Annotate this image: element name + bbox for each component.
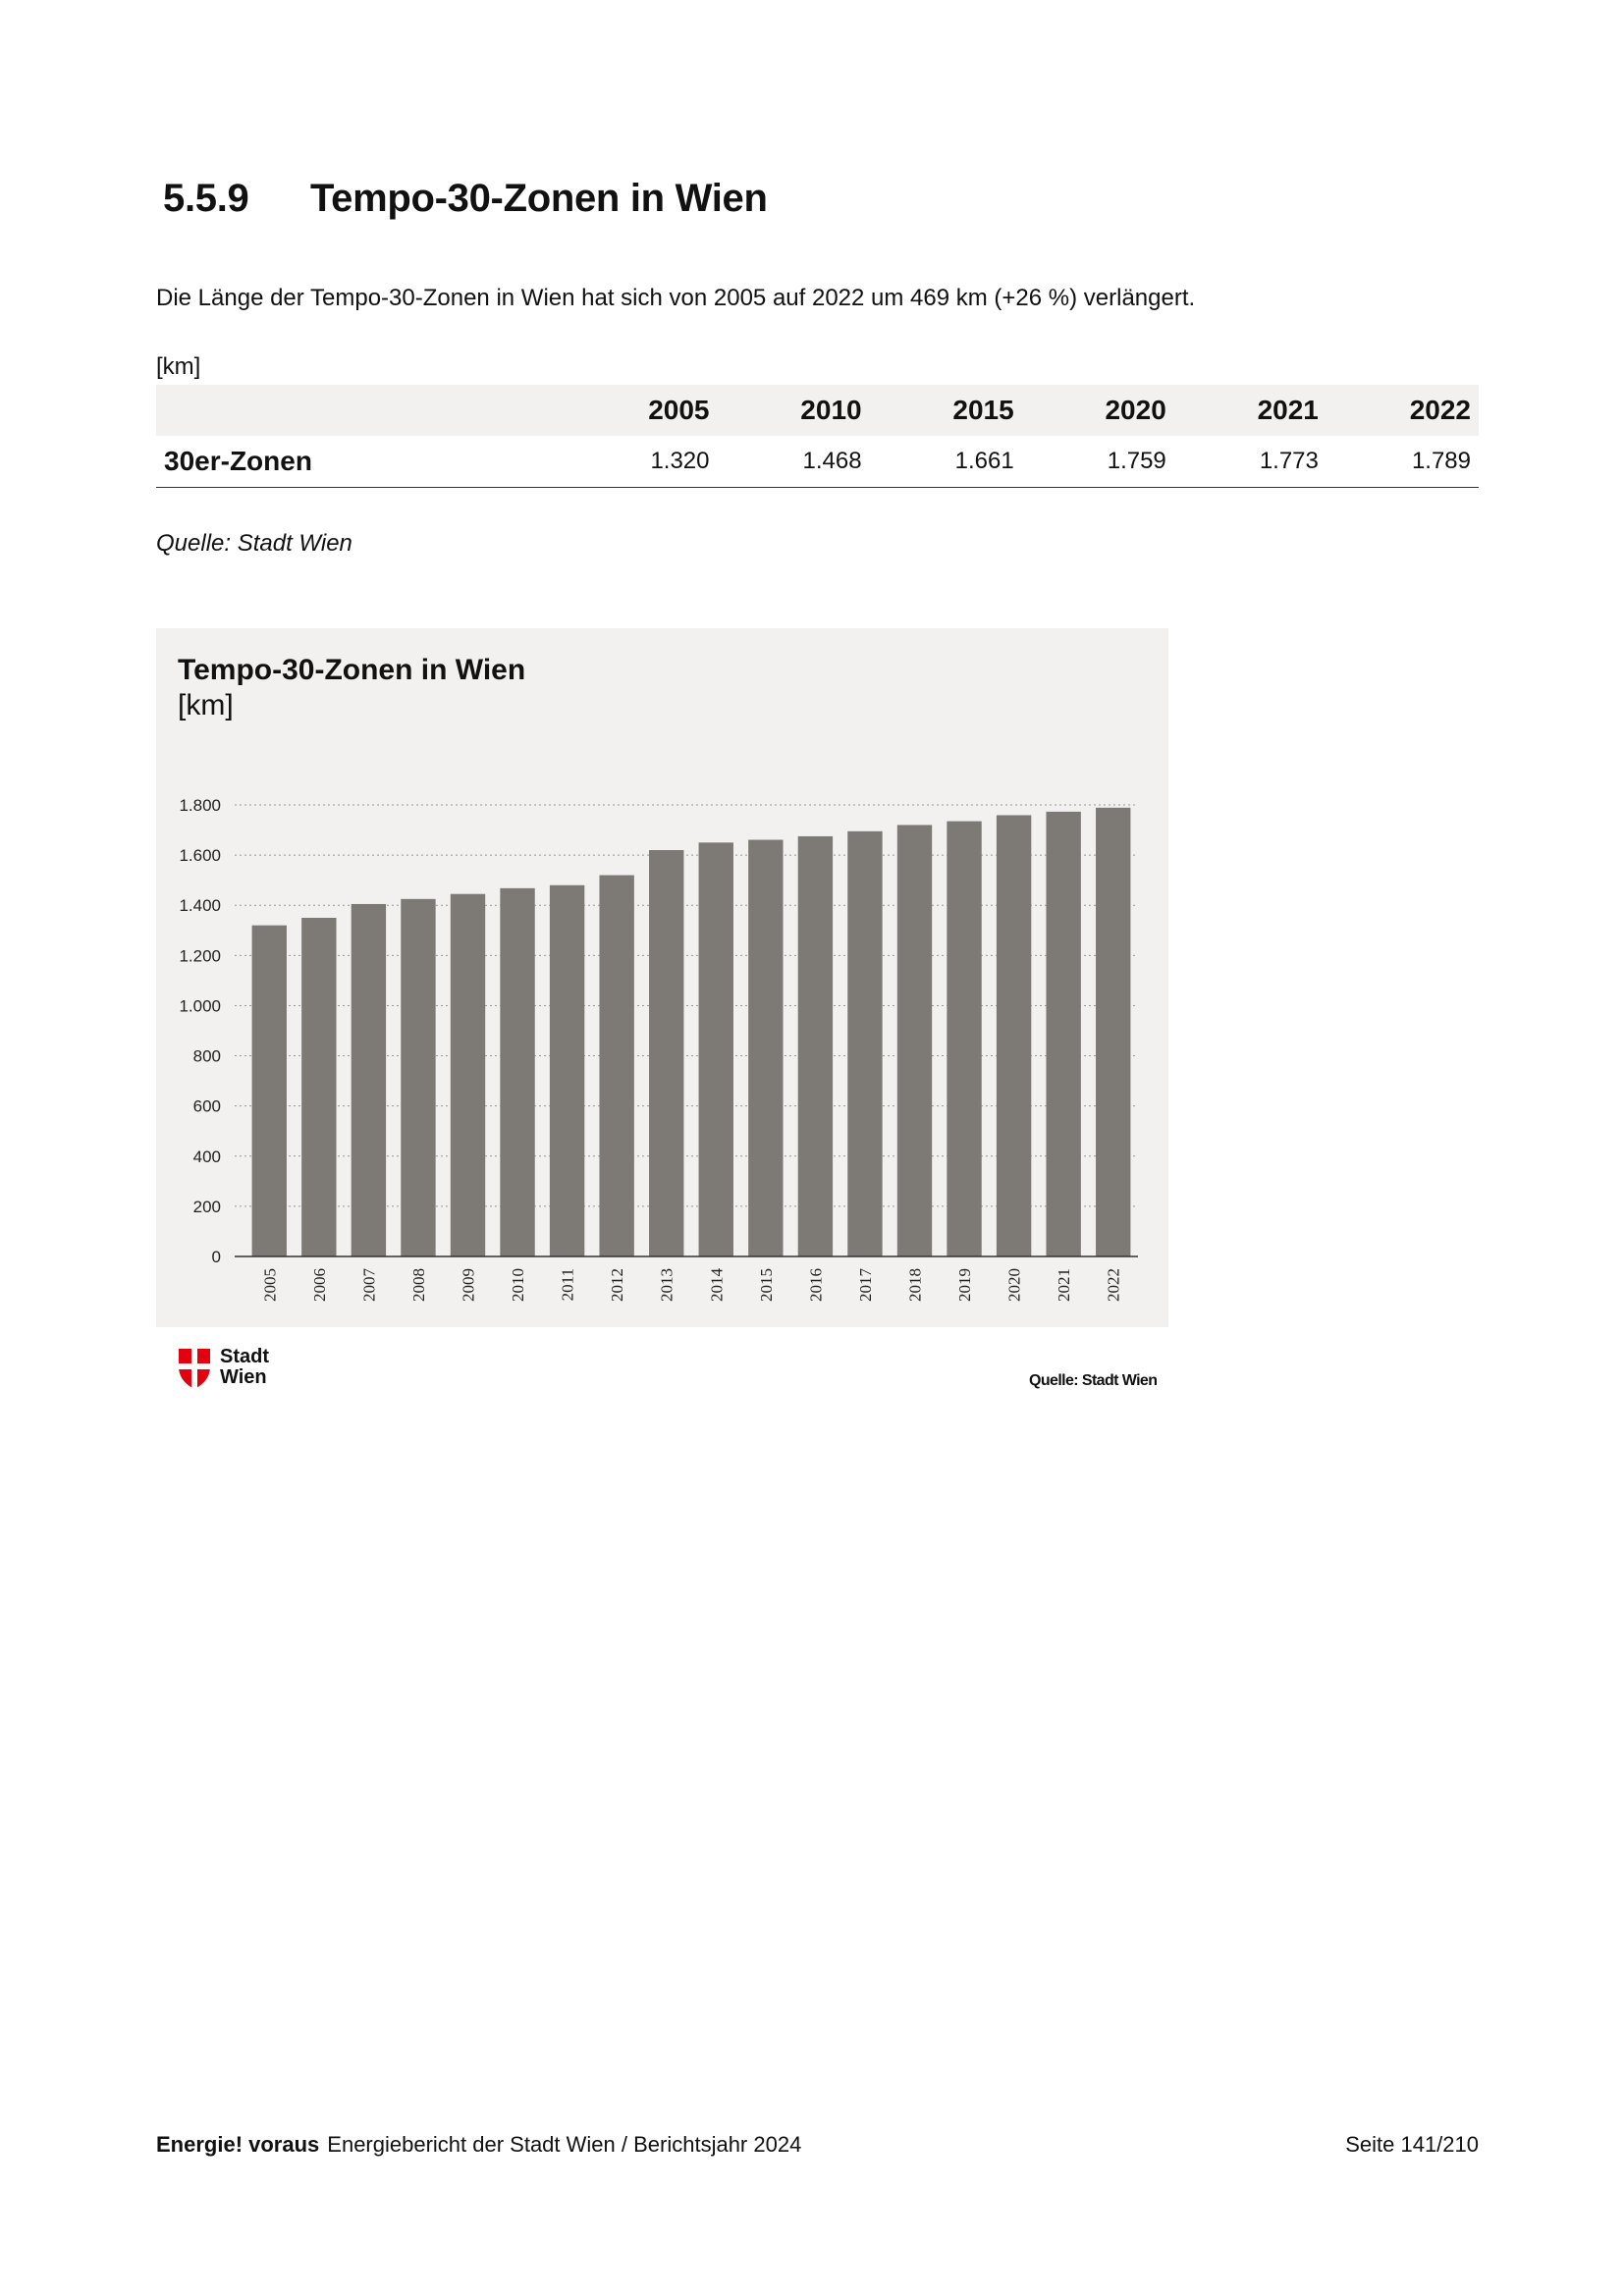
table-header-cell: 2015: [870, 385, 1022, 436]
table-header-row: [156, 385, 1479, 436]
stadt-wien-logo: [177, 1347, 295, 1390]
bar: [1096, 808, 1130, 1256]
x-tick-label: 2012: [608, 1268, 627, 1302]
intro-paragraph: Die Länge der Tempo-30-Zonen in Wien hat sich von 2005 auf 2022 um 469 km (+26 %) verlängert.: [156, 285, 1196, 311]
table-cell: 1.759: [1022, 436, 1174, 488]
y-tick-label: 600: [192, 1096, 221, 1116]
x-tick-label: 2006: [309, 1268, 329, 1302]
bar: [500, 888, 534, 1256]
logo-line-2: Wien: [220, 1366, 267, 1388]
bar-chart: [156, 628, 1168, 1327]
bar: [897, 825, 932, 1256]
y-tick-label: 0: [211, 1248, 221, 1266]
x-tick-label: 2013: [657, 1268, 677, 1302]
chart-panel: [156, 628, 1168, 1327]
table-row: [156, 436, 1479, 488]
table-cell: 1.773: [1174, 436, 1326, 488]
table-cell: 1.320: [563, 436, 718, 488]
x-tick-label: 2020: [1004, 1268, 1024, 1302]
bar: [798, 836, 833, 1256]
x-tick-label: 2011: [558, 1268, 577, 1302]
table-row-label: 30er-Zonen: [156, 436, 563, 488]
table-header-empty: [156, 385, 563, 436]
table-unit: [km]: [156, 353, 201, 380]
y-tick-label: 1.800: [179, 796, 221, 815]
bar: [997, 815, 1031, 1256]
y-tick-label: 1.600: [179, 846, 221, 866]
bar: [352, 904, 386, 1256]
vienna-shield-icon: [177, 1347, 212, 1390]
bar: [550, 885, 584, 1256]
table-header-cell: 2005: [563, 385, 718, 436]
x-tick-label: 2005: [260, 1268, 280, 1302]
footer-brand: Energie! voraus: [156, 2132, 320, 2157]
y-tick-label: 1.000: [179, 996, 221, 1016]
y-tick-label: 800: [192, 1046, 221, 1066]
y-tick-label: 1.200: [179, 946, 221, 966]
source-note: Quelle: Stadt Wien: [156, 530, 352, 557]
x-tick-label: 2015: [756, 1268, 776, 1302]
table-header-cell: 2010: [718, 385, 870, 436]
x-tick-label: 2007: [359, 1268, 379, 1302]
logo-text: [220, 1347, 269, 1388]
y-tick-label: 200: [192, 1197, 221, 1216]
page-number: Seite 141/210: [1345, 2132, 1479, 2157]
x-tick-label: 2021: [1055, 1268, 1074, 1302]
x-tick-label: 2014: [707, 1268, 727, 1302]
table-cell: 1.468: [718, 436, 870, 488]
x-tick-label: 2016: [806, 1268, 826, 1302]
table-header-cell: 2020: [1022, 385, 1174, 436]
y-tick-label: 1.400: [179, 896, 221, 916]
section-heading: [163, 177, 768, 221]
x-tick-label: 2009: [459, 1268, 478, 1302]
footer-text: Energiebericht der Stadt Wien / Berichtsjahr 2024: [327, 2132, 802, 2157]
section-title: Tempo-30-Zonen in Wien: [310, 177, 768, 220]
y-tick-label: 400: [192, 1147, 221, 1166]
x-tick-label: 2010: [509, 1268, 528, 1302]
bar: [301, 918, 336, 1256]
x-tick-label: 2022: [1104, 1268, 1123, 1302]
logo-line-1: Stadt: [220, 1346, 269, 1367]
x-tick-label: 2017: [855, 1268, 875, 1302]
chart-source: Quelle: Stadt Wien: [1029, 1372, 1158, 1389]
bar: [947, 822, 981, 1256]
bar: [748, 840, 783, 1256]
x-tick-label: 2008: [408, 1268, 428, 1302]
section-number: 5.5.9: [163, 177, 249, 220]
table-header-cell: 2021: [1174, 385, 1326, 436]
table-header-cell: 2022: [1326, 385, 1479, 436]
bar: [649, 850, 683, 1256]
chart-unit: [km]: [178, 689, 234, 721]
footer-left: [156, 2132, 801, 2158]
chart-title: Tempo-30-Zonen in Wien: [178, 654, 526, 686]
bar: [847, 831, 882, 1256]
bar: [1046, 812, 1080, 1256]
bar: [252, 926, 287, 1256]
table-cell: 1.789: [1326, 436, 1479, 488]
table-cell: 1.661: [870, 436, 1022, 488]
bar: [599, 876, 633, 1256]
data-table: [156, 385, 1479, 488]
bar: [451, 894, 485, 1256]
bar: [699, 842, 733, 1256]
x-tick-label: 2019: [955, 1268, 975, 1302]
x-tick-label: 2018: [905, 1268, 925, 1302]
bar: [401, 899, 435, 1256]
